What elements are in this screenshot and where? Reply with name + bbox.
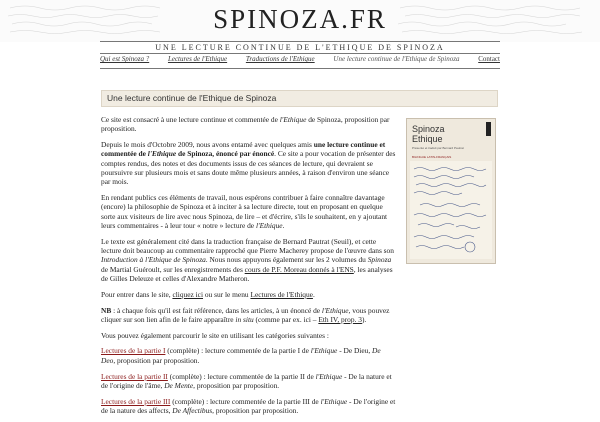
nav-rule-bottom xyxy=(100,68,500,69)
text: - De Dieu, xyxy=(337,346,373,356)
page-heading: Une lecture continue de l'Ethique de Spinoza xyxy=(101,90,498,107)
text: De Deo xyxy=(101,346,381,365)
text: , proposition par proposition. xyxy=(193,380,280,390)
text: (complète) : lecture commentée de la partie I de xyxy=(165,346,311,356)
article-body xyxy=(101,115,396,422)
book-cover-image xyxy=(406,118,496,264)
text: En rendant publics ces éléments de travail, nous espérons contribuer à faire connaître davantage (encore) la philosophie de Spinoza et à inciter à sa lecture directe, tout en proposant en quelque sorte aux visiteurs de lire avec nous Spinoza, de lire – et d'écrire, s'ils le souhaitent, en y ajoutant leurs commentaires - à leur tour « notre » lecture de xyxy=(101,193,388,230)
book-series: BILINGUE LATIN-FRANÇAIS xyxy=(412,155,452,159)
text: (complète) : lecture commentée de la partie II de xyxy=(167,371,316,381)
header-rule-top xyxy=(100,41,500,42)
text: De Mente xyxy=(164,380,194,390)
site-title[interactable]: SPINOZA.FR xyxy=(213,4,387,34)
text: . Nous nous appuyons également sur les 2 volumes du xyxy=(205,255,368,265)
paragraph-categories: Vous pouvez également parcourir le site en utilisant les catégories suivantes : xyxy=(101,330,329,340)
text: , proposition par proposition. xyxy=(113,355,200,365)
site-subtitle: UNE LECTURE CONTINUE DE L'ETHIQUE DE SPINOZA xyxy=(155,43,445,52)
lectures-partie-1-link[interactable]: Lectures de la partie I xyxy=(101,346,166,356)
text: Le texte est généralement cité dans la traduction française de Bernard Pautrat (Seuil), et cette lecture doit beaucoup au commentaire rapproché que Pierre Macherey propose de l'œuvre dans son xyxy=(101,236,394,256)
paragraph-purpose xyxy=(101,193,396,230)
text: (complète) : lecture commentée de la partie III de xyxy=(170,396,321,406)
text: , vous pouvez cliquer sur son lien afin de le faire apparaître xyxy=(101,305,390,324)
book-note: Présenté et traduit par Bernard Pautrat xyxy=(412,146,464,150)
text: Spinoza xyxy=(367,255,392,265)
text: de Martial Guéroult, sur les enregistrements des xyxy=(101,264,245,274)
header-banner xyxy=(0,0,600,42)
text: l'Ethique xyxy=(321,305,349,315)
text: : à chaque fois qu'il est fait référence, dans les articles, à un énoncé de xyxy=(111,305,322,315)
text: - De la nature et de l'origine de l'âme, xyxy=(101,371,392,390)
text: une lecture continue et commentée de xyxy=(101,140,386,159)
lectures-menu-link[interactable]: Lectures de l'Ethique xyxy=(250,289,313,299)
intro-paragraph xyxy=(101,115,396,134)
book-author: Spinoza xyxy=(412,124,445,134)
paragraph-enter xyxy=(101,290,396,299)
text: ou sur le menu xyxy=(203,289,251,299)
text: l'Ethique xyxy=(147,149,177,159)
text: , les analyses de Gilles Deleuze et celles d'Alexandre Matheron. xyxy=(101,264,393,283)
text: de Spinoza, énoncé par énoncé xyxy=(176,149,275,159)
paragraph-history xyxy=(101,140,396,186)
text: NB xyxy=(101,305,112,315)
lectures-partie-2-link[interactable]: Lectures de la partie II xyxy=(101,371,168,381)
text: Depuis le mois d'Octobre 2009, nous avons entamé avec quelques amis xyxy=(101,140,314,150)
book-title: Ethique xyxy=(412,134,443,144)
text: ). xyxy=(361,314,367,324)
text: l'Ethique xyxy=(279,115,307,124)
manuscript-illustration xyxy=(410,161,492,259)
paragraph-sources xyxy=(101,237,396,283)
text: . Ce site a pour vocation de présenter des comptes rendus, des notes et des documents issus de ces séances de lecture, qui devraient se poursuivre sur plusieurs mois et sans doute même plusieurs années, à raison d'environ une séance par mois. xyxy=(101,149,396,187)
text: l'Ethique xyxy=(310,346,338,356)
text: De Affectibus xyxy=(172,405,213,415)
text: . xyxy=(312,289,315,299)
nav-item-contact[interactable]: Contact xyxy=(478,55,500,63)
text: de Spinoza, proposition par proposition. xyxy=(101,115,390,134)
text: Introduction à l'Ethique de Spinoza xyxy=(101,255,206,265)
category-part-3 xyxy=(101,397,396,416)
text: l'Ethique xyxy=(315,371,343,381)
nav-item-qui-est-spinoza[interactable]: Qui est Spinoza ? xyxy=(100,55,150,63)
nav-item-lectures[interactable]: Lectures de l'Ethique xyxy=(167,55,228,63)
main-nav xyxy=(100,55,500,68)
text: . xyxy=(282,220,285,230)
category-part-2 xyxy=(101,372,396,391)
category-part-1 xyxy=(101,346,396,365)
text: in situ xyxy=(235,314,254,324)
nav-item-lecture-continue[interactable]: Une lecture continue de l'Ethique de Spinoza xyxy=(333,55,460,63)
nav-rule-top xyxy=(100,53,500,54)
nav-item-traductions[interactable]: Traductions de l'Ethique xyxy=(245,55,315,63)
publisher-logo xyxy=(486,122,491,136)
click-here-link[interactable]: cliquez ici xyxy=(172,289,204,299)
text: - De l'origine et de la nature des affects, xyxy=(101,396,396,415)
text: l'Ethique xyxy=(255,220,283,230)
eth-iv-prop-3-link[interactable]: Eth IV, prop. 3 xyxy=(318,314,362,324)
text: l'Ethique xyxy=(320,396,348,406)
text: (comme par ex. ici – xyxy=(253,314,319,324)
lectures-partie-3-link[interactable]: Lectures de la partie III xyxy=(101,396,171,406)
text: Pour entrer dans le site, xyxy=(101,289,173,299)
moreau-courses-link[interactable]: cours de P.F. Moreau donnés à l'ENS xyxy=(244,264,354,274)
text: Ce site est consacré à une lecture continue et commentée de xyxy=(101,115,280,124)
text: , proposition par proposition. xyxy=(212,405,299,415)
paragraph-nb xyxy=(101,306,396,325)
